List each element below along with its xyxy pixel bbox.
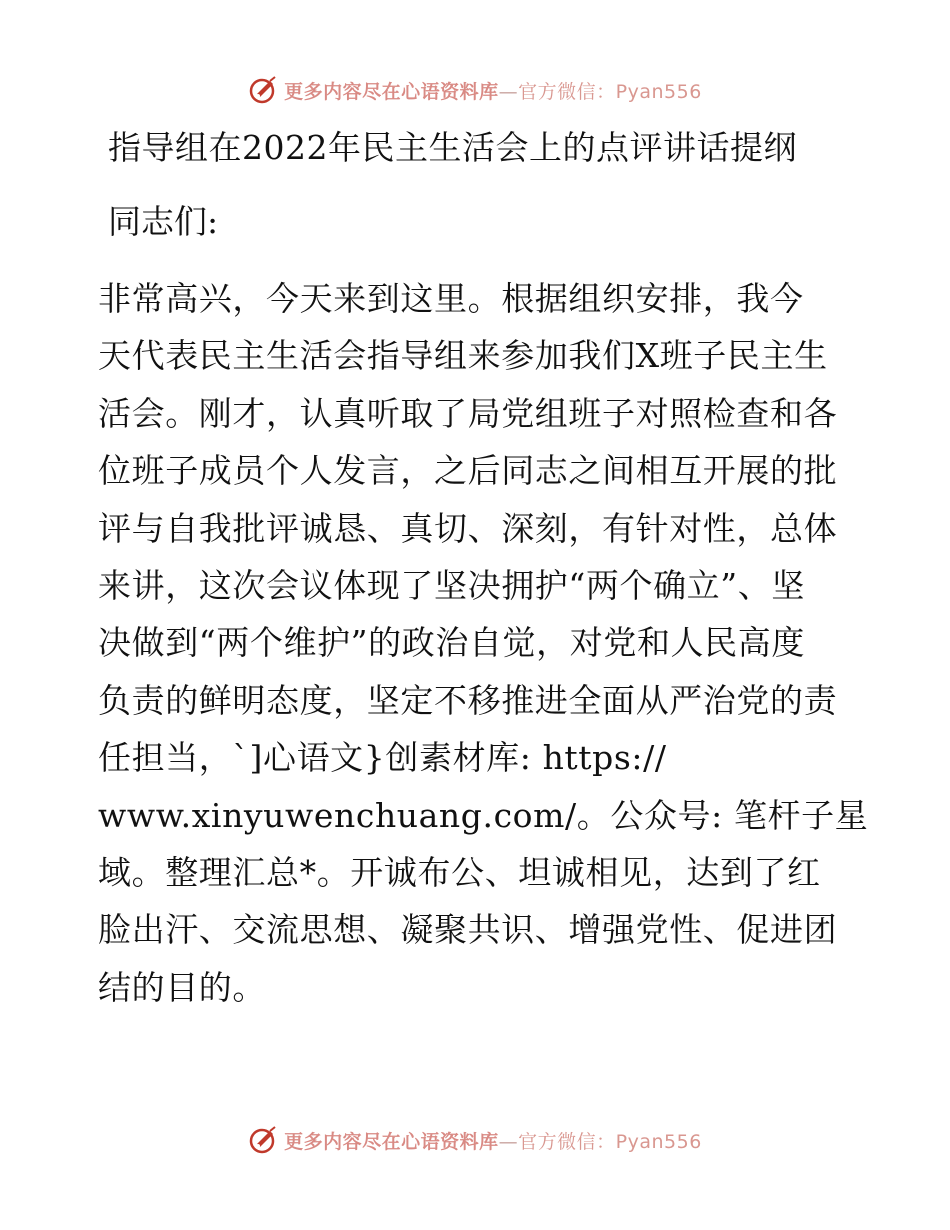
banner-brand-text: 更多内容尽在心语资料库 — [284, 1130, 499, 1153]
brand-logo-icon — [248, 74, 280, 106]
paragraph-line: 位班子成员个人发言，之后同志之间相互开展的批 — [98, 451, 838, 491]
banner-wechat-text: 官方微信：Pyan556 — [518, 80, 702, 103]
banner-separator: — — [498, 1130, 519, 1153]
brand-logo-icon — [248, 1124, 280, 1156]
document-title: 指导组在2022年民主生活会上的点评讲话提纲 — [108, 128, 797, 167]
banner-wechat-text: 官方微信：Pyan556 — [518, 1130, 702, 1153]
paragraph-line: 评与自我批评诚恳、真切、深刻，有针对性，总体 — [98, 508, 838, 548]
header-banner — [0, 70, 950, 110]
banner-brand-text: 更多内容尽在心语资料库 — [284, 80, 499, 103]
body-paragraph — [98, 270, 869, 1016]
paragraph-line: 来讲，这次会议体现了坚决拥护“两个确立”、坚 — [98, 565, 805, 605]
paragraph-line: www.xinyuwenchuang.com/。公众号: 笔杆子星 — [98, 795, 869, 835]
banner-separator: — — [498, 80, 519, 103]
salutation: 同志们: — [108, 202, 219, 241]
paragraph-line: 域。整理汇总*。开诚布公、坦诚相见，达到了红 — [98, 852, 821, 892]
paragraph-line: 脸出汗、交流思想、凝聚共识、增强党性、促进团 — [98, 910, 838, 950]
paragraph-line: 活会。刚才，认真听取了局党组班子对照检查和各 — [98, 393, 838, 433]
paragraph-line: 结的目的。 — [98, 967, 266, 1007]
paragraph-line: 任担当，`]心语文}创素材库: https:// — [98, 738, 667, 778]
footer-banner — [0, 1120, 950, 1160]
paragraph-line: 非常高兴，今天来到这里。根据组织安排，我今 — [98, 279, 804, 318]
paragraph-line: 负责的鲜明态度，坚定不移推进全面从严治党的责 — [98, 680, 838, 720]
paragraph-line: 决做到“两个维护”的政治自觉，对党和人民高度 — [98, 623, 805, 663]
paragraph-line: 天代表民主生活会指导组来参加我们X班子民主生 — [98, 336, 828, 376]
